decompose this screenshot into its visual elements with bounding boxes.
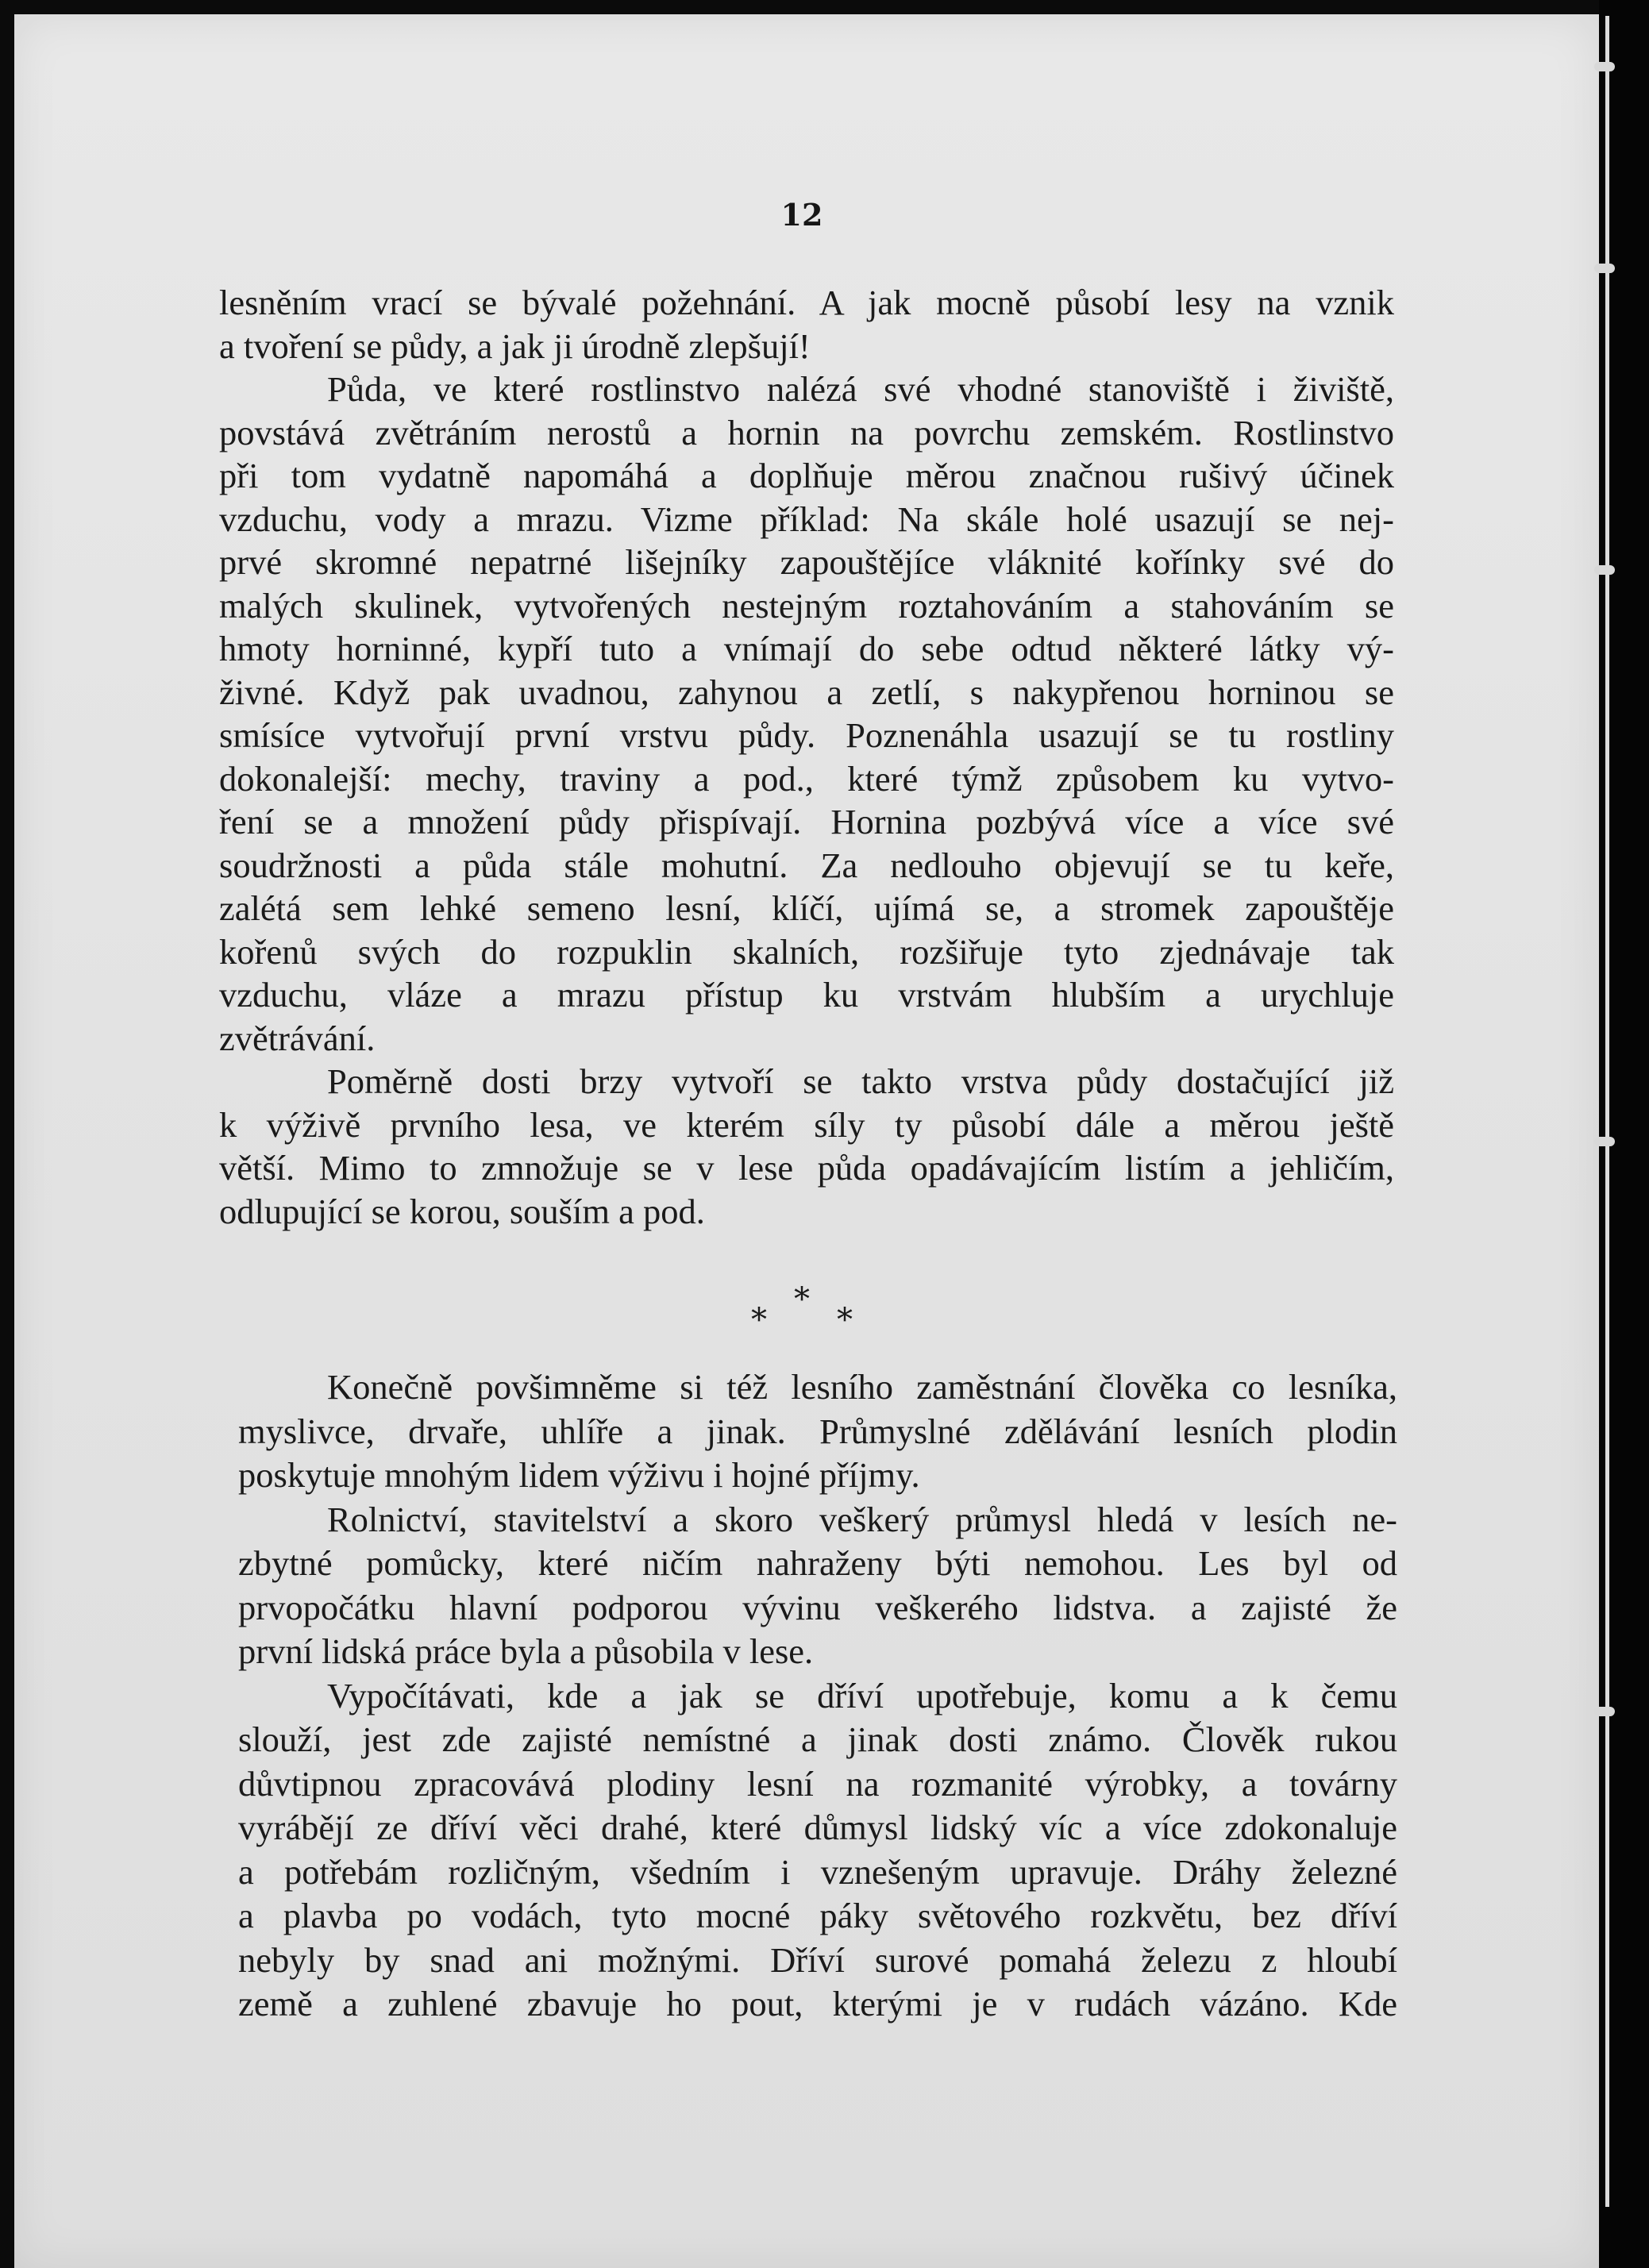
gutter-mark [1594,565,1615,575]
divider-asterisk: * [751,1302,767,1338]
text-line: větší. Mimo to zmnožuje se v lese půda opadávajícím listím a jehličím, [219,1148,1394,1188]
text-line: vzduchu, vody a mrazu. Vizme příklad: Na skále holé usazují se nej- [219,499,1394,539]
text-line: soudržnosti a půda stále mohutní. Za nedlouho objevují se tu keře, [219,845,1394,885]
text-line: při tom vydatně napomáhá a doplňuje měrou značnou rušivý účinek [219,456,1394,495]
text-line: vyrábějí ze dříví věci drahé, které důmysl lidský víc a více zdokonaluje [238,1808,1397,1847]
text-line: Poměrně dosti brzy vytvoří se takto vrstva půdy dostačující již [327,1061,1394,1101]
text-line: první lidská práce byla a působila v lese. [238,1631,814,1671]
text-line: a plavba po vodách, tyto mocné páky světového rozkvětu, bez dříví [238,1896,1397,1935]
text-line: prvopočátku hlavní podporou vývinu veškerého lidstva. a zajisté že [238,1587,1397,1627]
text-line: kořenů svých do rozpuklin skalních, rozšiřuje tyto zjednávaje tak [219,931,1394,972]
text-line: zalétá sem lehké semeno lesní, klíčí, ujímá se, a stromek zapouštěje [219,888,1394,928]
section-2-text [238,1365,1397,2027]
text-line: Půda, ve které rostlinstvo nalézá své vhodné stanoviště i živiště, [327,369,1394,409]
gutter-mark [1594,62,1615,71]
text-line: a potřebám rozličným, všedním i vznešeným upravuje. Dráhy železné [238,1851,1397,1892]
text-line: prvé skromné nepatrné lišejníky zapouštějíce vláknité kořínky své do [219,542,1394,582]
section-divider [737,1281,880,1345]
text-line: nebyly by snad ani možnými. Dříví surové pomahá železu z hloubí [238,1939,1397,1980]
text-line: Vypočítávati, kde a jak se dříví upotřebuje, komu a k čemu [327,1675,1397,1715]
text-line: poskytuje mnohým lidem výživu i hojné příjmy. [238,1455,920,1495]
divider-asterisk: * [794,1281,810,1318]
gutter-mark [1594,264,1615,273]
text-line: ření se a množení půdy přispívají. Hornina pozbývá více a více své [219,802,1394,841]
text-line: povstává zvětráním nerostů a hornin na povrchu zemském. Rostlinstvo [219,412,1394,452]
text-line: k výživě prvního lesa, ve kterém síly ty působí dále a měrou ještě [219,1104,1394,1145]
text-line: země a zuhlené zbavuje ho pout, kterými je v rudách vázáno. Kde [238,1984,1397,2023]
text-line: Rolnictví, stavitelství a skoro veškerý průmysl hledá v lesích ne- [327,1499,1397,1539]
text-line: důvtipnou zpracovává plodiny lesní na rozmanité výrobky, a továrny [238,1763,1397,1804]
text-line: zbytné pomůcky, které ničím nahraženy býti nemohou. Les byl od [238,1543,1397,1583]
gutter-mark [1594,1137,1615,1146]
text-line: smísíce vytvořují první vrstvu půdy. Poznenáhla usazují se tu rostliny [219,715,1394,755]
text-line: zvětrávání. [219,1018,376,1058]
text-line: malých skulinek, vytvořených nestejným roztahováním a stahováním se [219,585,1394,626]
text-line: dokonalejší: mechy, traviny a pod., které týmž způsobem ku vytvo- [219,758,1394,799]
page-number: 12 [780,197,823,233]
text-line: odlupující se korou, souším a pod. [219,1191,705,1231]
text-line: slouží, jest zde zajisté nemístné a jinak dosti známo. Člověk rukou [238,1719,1397,1759]
section-1-text [219,281,1394,1233]
text-line: živné. Když pak uvadnou, zahynou a zetlí, s nakypřenou horninou se [219,672,1394,712]
gutter-mark [1594,1707,1615,1716]
text-line: lesněním vrací se bývalé požehnání. A jak mocně působí lesy na vznik [219,283,1394,322]
divider-asterisk: * [837,1302,853,1338]
text-line: a tvoření se půdy, a jak ji úrodně zlepšují! [219,325,811,366]
text-line: myslivce, drvaře, uhlíře a jinak. Průmyslné zdělávání lesních plodin [238,1411,1397,1451]
text-line: vzduchu, vláze a mrazu přístup ku vrstvám hlubším a urychluje [219,975,1394,1015]
gutter-rule [1605,16,1609,2207]
text-line: Konečně povšimněme si též lesního zaměstnání člověka co lesníka, [327,1367,1397,1407]
text-line: hmoty horninné, kypří tuto a vnímají do sebe odtud některé látky vý- [219,629,1394,668]
